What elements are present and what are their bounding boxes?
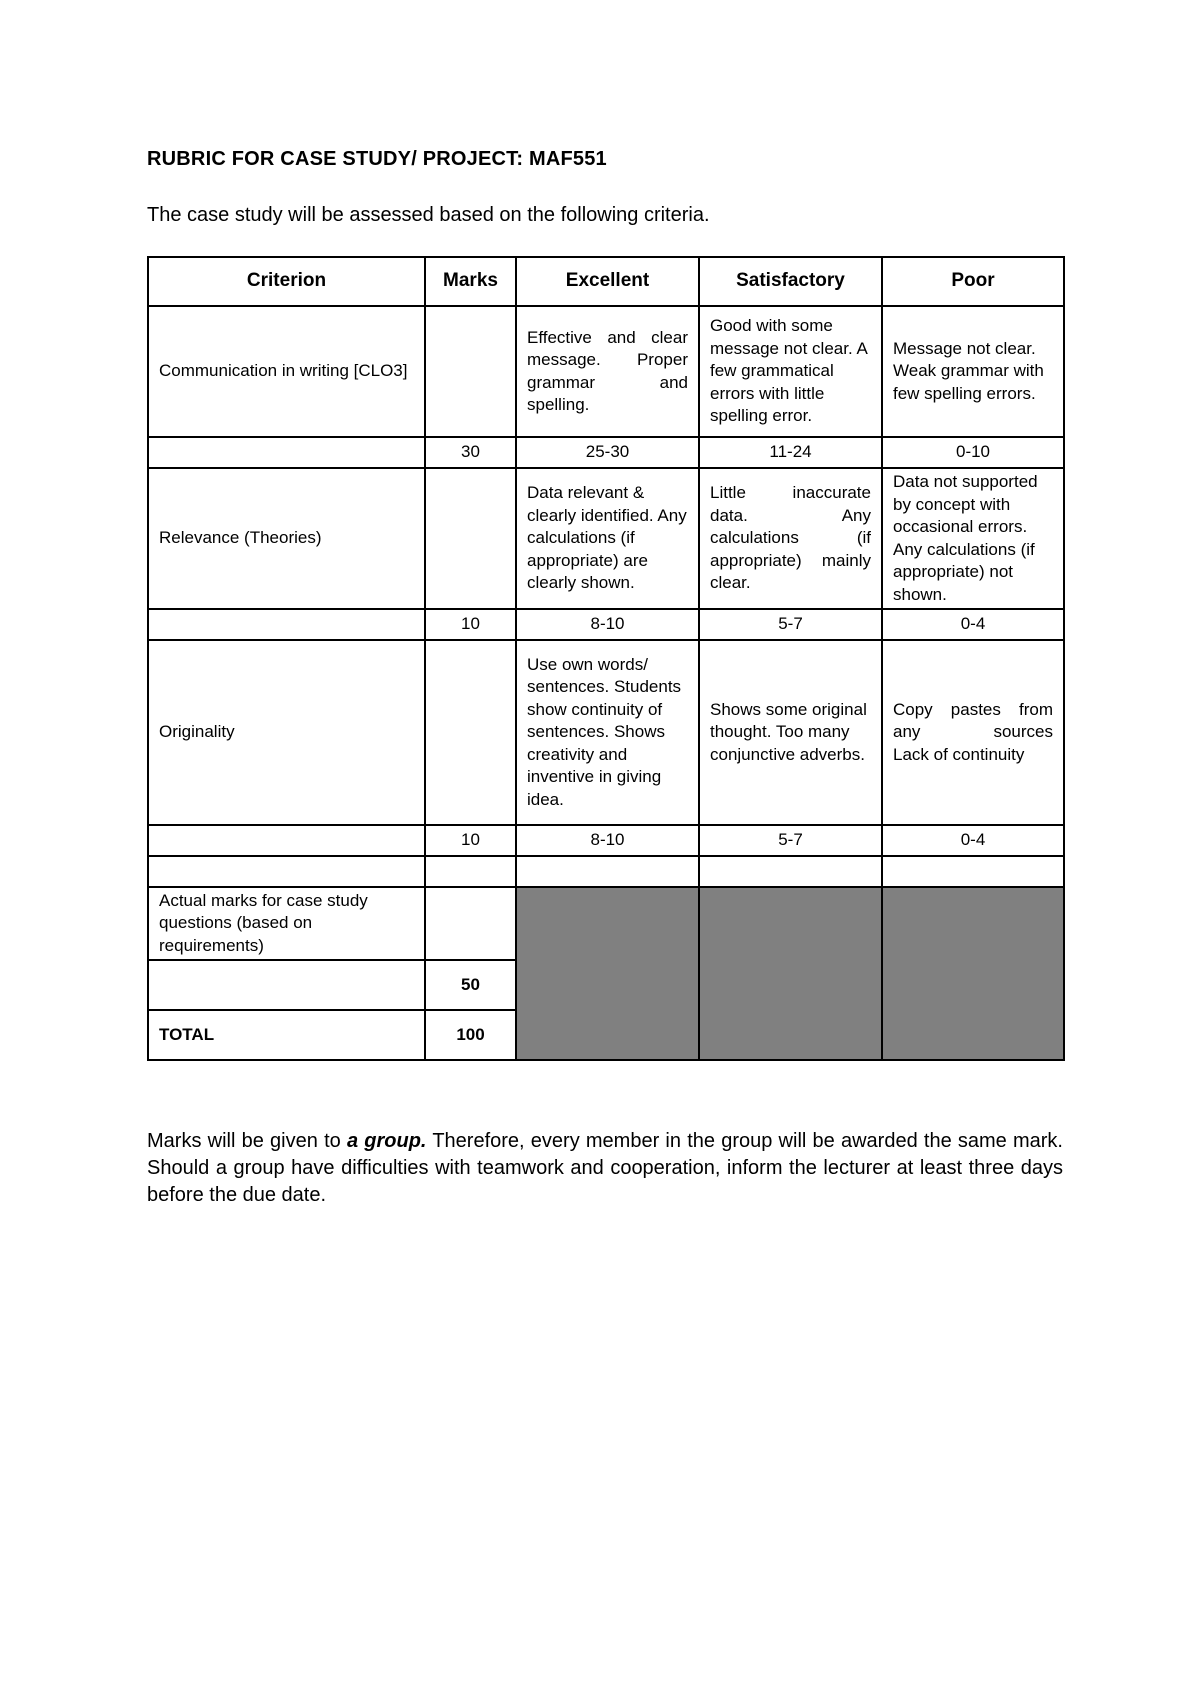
poor-cell: Message not clear. Weak grammar with few spelling errors. bbox=[882, 306, 1064, 437]
score-poor: 0-4 bbox=[882, 609, 1064, 640]
excellent-cell: Data relevant & clearly identified. Any calculations (if appropriate) are clearly shown. bbox=[516, 468, 699, 609]
marks-cell bbox=[425, 468, 516, 609]
footer-part-2: Therefore, every member in the group will be awarded the same mark. Should a group have difficulties with teamwork and cooperation, inform the lecturer at least three days before the due date. bbox=[147, 1130, 1063, 1206]
actual-marks-score: 50 bbox=[425, 960, 516, 1010]
header-poor: Poor bbox=[882, 257, 1064, 306]
score-row-relevance bbox=[148, 609, 1064, 640]
criterion-cell: Originality bbox=[148, 640, 425, 825]
score-marks: 10 bbox=[425, 609, 516, 640]
score-excellent: 8-10 bbox=[516, 609, 699, 640]
score-criterion-cell bbox=[148, 825, 425, 856]
satisfactory-cell: Little inaccurate data. Any calculations (if appropriate) mainly clear. bbox=[699, 468, 882, 609]
actual-marks-value bbox=[425, 887, 516, 960]
poor-cell bbox=[882, 640, 1064, 825]
document-title: RUBRIC FOR CASE STUDY/ PROJECT: MAF551 bbox=[147, 148, 607, 170]
score-row-originality bbox=[148, 825, 1064, 856]
criterion-row-communication bbox=[148, 306, 1064, 437]
score-excellent: 25-30 bbox=[516, 437, 699, 468]
poor-line-1: Copy pastes from any sources bbox=[893, 699, 1053, 742]
marks-cell bbox=[425, 640, 516, 825]
header-excellent: Excellent bbox=[516, 257, 699, 306]
total-label: TOTAL bbox=[148, 1010, 425, 1060]
score-poor: 0-4 bbox=[882, 825, 1064, 856]
criterion-cell: Communication in writing [CLO3] bbox=[148, 306, 425, 437]
satisfactory-cell: Shows some original thought. Too many conjunctive adverbs. bbox=[699, 640, 882, 825]
criterion-cell: Relevance (Theories) bbox=[148, 468, 425, 609]
blank-cell bbox=[148, 856, 425, 887]
shaded-cell-satisfactory bbox=[699, 887, 882, 1060]
score-criterion-cell bbox=[148, 609, 425, 640]
total-marks: 100 bbox=[425, 1010, 516, 1060]
footer-paragraph bbox=[147, 1128, 1063, 1209]
poor-line-2: Lack of continuity bbox=[893, 744, 1025, 764]
actual-marks-row bbox=[148, 887, 1064, 960]
excellent-cell: Use own words/ sentences. Students show continuity of sentences. Shows creativity and inventive in giving idea. bbox=[516, 640, 699, 825]
blank-cell bbox=[699, 856, 882, 887]
score-marks: 30 bbox=[425, 437, 516, 468]
header-marks: Marks bbox=[425, 257, 516, 306]
score-satisfactory: 5-7 bbox=[699, 609, 882, 640]
criterion-row-originality bbox=[148, 640, 1064, 825]
score-marks: 10 bbox=[425, 825, 516, 856]
header-criterion: Criterion bbox=[148, 257, 425, 306]
satisfactory-cell: Good with some message not clear. A few grammatical errors with little spelling error. bbox=[699, 306, 882, 437]
actual-marks-label: Actual marks for case study questions (based on requirements) bbox=[148, 887, 425, 960]
score-satisfactory: 5-7 bbox=[699, 825, 882, 856]
score-row-communication bbox=[148, 437, 1064, 468]
score-criterion-cell bbox=[148, 437, 425, 468]
rubric-table bbox=[147, 256, 1065, 1061]
blank-cell bbox=[516, 856, 699, 887]
score-poor: 0-10 bbox=[882, 437, 1064, 468]
blank-cell bbox=[882, 856, 1064, 887]
footer-emphasis: a group. bbox=[346, 1130, 427, 1152]
header-satisfactory: Satisfactory bbox=[699, 257, 882, 306]
shaded-cell-excellent bbox=[516, 887, 699, 1060]
marks-cell bbox=[425, 306, 516, 437]
footer-part-1: Marks will be given to bbox=[147, 1130, 347, 1152]
blank-cell bbox=[425, 856, 516, 887]
score-satisfactory: 11-24 bbox=[699, 437, 882, 468]
excellent-cell: Effective and clear message. Proper grammar and spelling. bbox=[516, 306, 699, 437]
score-excellent: 8-10 bbox=[516, 825, 699, 856]
criterion-row-relevance bbox=[148, 468, 1064, 609]
intro-text: The case study will be assessed based on the following criteria. bbox=[147, 204, 710, 226]
poor-cell: Data not supported by concept with occasional errors. Any calculations (if appropriate) not shown. bbox=[882, 468, 1064, 609]
actual-marks-score-label bbox=[148, 960, 425, 1010]
blank-row bbox=[148, 856, 1064, 887]
shaded-cell-poor bbox=[882, 887, 1064, 1060]
header-row bbox=[148, 257, 1064, 306]
